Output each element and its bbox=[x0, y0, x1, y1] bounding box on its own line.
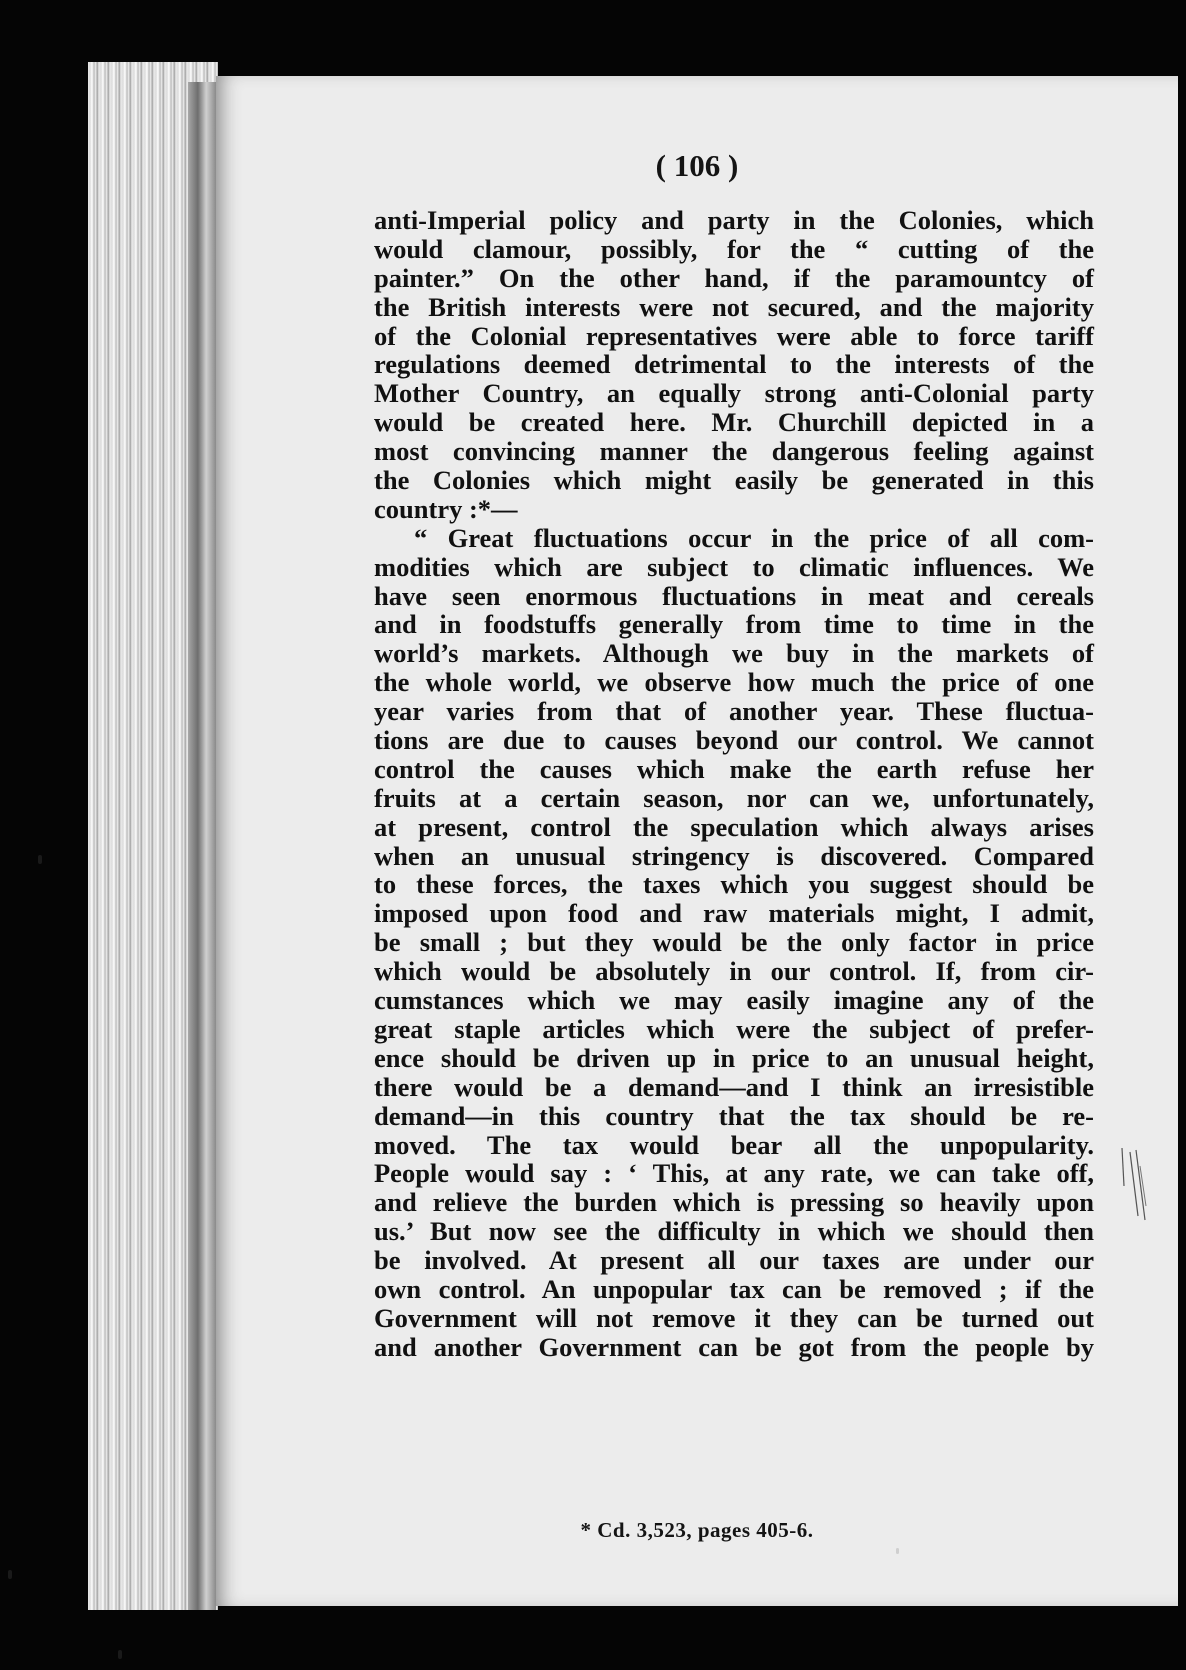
text-line: which would be absolutely in our control. If, from cir- bbox=[374, 956, 1094, 987]
text-line: to these forces, the taxes which you suggest should be bbox=[374, 869, 1094, 900]
footnote: * Cd. 3,523, pages 405-6. bbox=[580, 1518, 814, 1542]
text-line: the Colonies which might easily be generated in this bbox=[374, 465, 1094, 496]
page-number: ( 106 ) bbox=[655, 148, 739, 183]
scan-speck bbox=[118, 1650, 122, 1659]
body-text bbox=[374, 206, 1094, 1362]
text-line: us.’ But now see the difficulty in which we should then bbox=[374, 1216, 1094, 1247]
scan-dust bbox=[896, 1548, 899, 1554]
text-line: and in foodstuffs generally from time to time in the bbox=[374, 609, 1094, 640]
text-line: Government will not remove it they can be turned out bbox=[374, 1302, 1094, 1333]
text-line: year varies from that of another year. These fluctua- bbox=[374, 696, 1094, 727]
text-line: People would say : ‘ This, at any rate, we can take off, bbox=[374, 1158, 1094, 1189]
text-line: when an unusual stringency is discovered. Compared bbox=[374, 840, 1094, 871]
text-line: have seen enormous fluctuations in meat and cereals bbox=[374, 580, 1094, 611]
text-line: be small ; but they would be the only factor in price bbox=[374, 927, 1094, 958]
text-line: “ Great fluctuations occur in the price of all com- bbox=[414, 522, 1094, 553]
text-line: of the Colonial representatives were able to force tariff bbox=[374, 320, 1094, 351]
text-line: would clamour, possibly, for the “ cutting of the bbox=[374, 233, 1094, 264]
text-line: the British interests were not secured, and the majority bbox=[374, 291, 1094, 322]
text-line: anti-Imperial policy and party in the Colonies, which bbox=[374, 205, 1094, 235]
text-line: moved. The tax would bear all the unpopularity. bbox=[374, 1129, 1094, 1160]
text-line: ence should be driven up in price to an unusual height, bbox=[374, 1042, 1094, 1073]
text-line: fruits at a certain season, nor can we, unfortunately, bbox=[374, 782, 1094, 813]
text-line: regulations deemed detrimental to the interests of the bbox=[374, 349, 1094, 380]
text-line: painter.” On the other hand, if the paramountcy of bbox=[374, 262, 1094, 293]
book-page bbox=[216, 76, 1178, 1606]
text-line: and relieve the burden which is pressing so heavily upon bbox=[374, 1187, 1094, 1218]
text-line: demand—in this country that the tax should be re- bbox=[374, 1100, 1094, 1131]
scan-speck bbox=[8, 1570, 12, 1579]
text-line: cumstances which we may easily imagine any of the bbox=[374, 985, 1094, 1016]
text-line: would be created here. Mr. Churchill depicted in a bbox=[374, 407, 1094, 438]
text-line: imposed upon food and raw materials might, I admit, bbox=[374, 898, 1094, 929]
text-line: Mother Country, an equally strong anti-Colonial party bbox=[374, 378, 1094, 409]
text-line: country :*— bbox=[374, 493, 518, 524]
text-line: the whole world, we observe how much the price of one bbox=[374, 667, 1094, 698]
text-line: tions are due to causes beyond our control. We cannot bbox=[374, 725, 1094, 756]
text-line: there would be a demand—and I think an irresistible bbox=[374, 1071, 1094, 1102]
text-line: and another Government can be got from the people by bbox=[374, 1331, 1094, 1362]
text-line: most convincing manner the dangerous feeling against bbox=[374, 436, 1094, 467]
text-line: be involved. At present all our taxes are under our bbox=[374, 1245, 1094, 1276]
text-line: at present, control the speculation which always arises bbox=[374, 811, 1094, 842]
text-line: own control. An unpopular tax can be removed ; if the bbox=[374, 1273, 1094, 1304]
scan-speck bbox=[38, 855, 42, 864]
page-gutter bbox=[188, 82, 216, 1610]
text-line: great staple articles which were the subject of prefer- bbox=[374, 1013, 1094, 1044]
text-line: world’s markets. Although we buy in the markets of bbox=[374, 638, 1094, 669]
pencil-margin-mark bbox=[1118, 1146, 1148, 1226]
text-line: modities which are subject to climatic influences. We bbox=[374, 551, 1094, 582]
text-line: control the causes which make the earth refuse her bbox=[374, 753, 1094, 784]
